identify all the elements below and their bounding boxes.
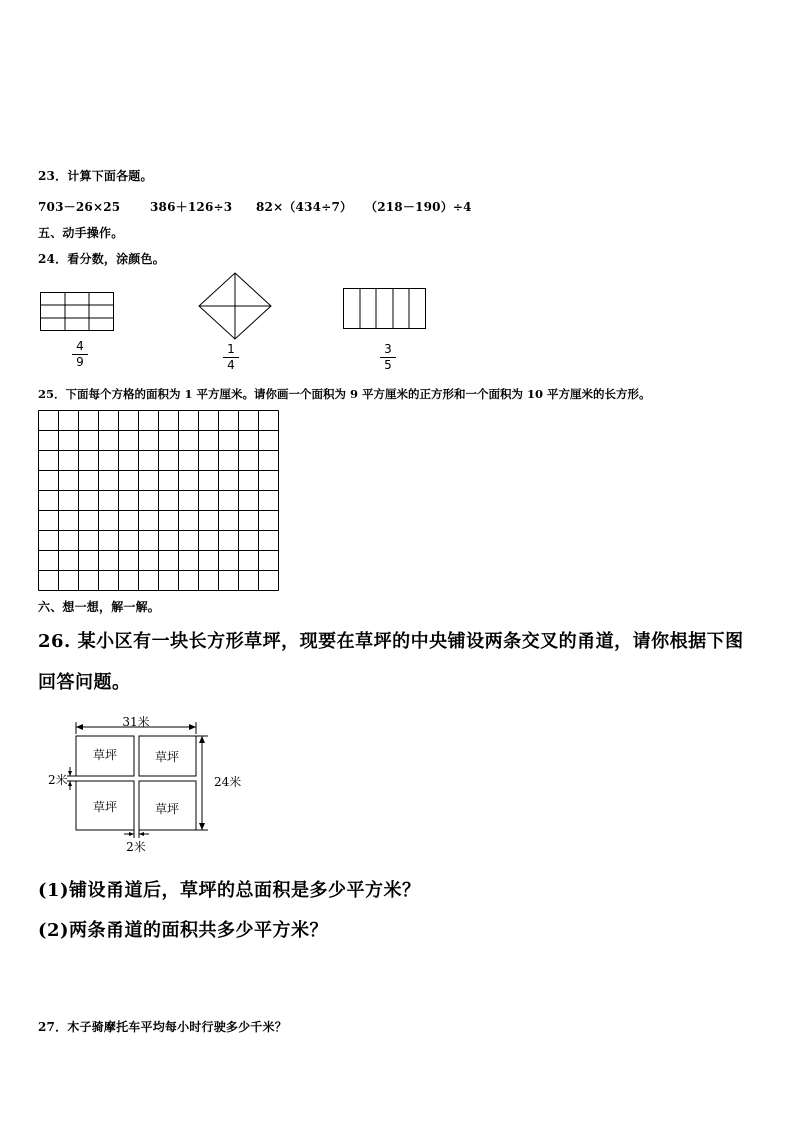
fraction-denominator: 5 — [384, 358, 392, 372]
fraction-denominator: 4 — [227, 358, 235, 372]
square-grid — [38, 410, 282, 593]
width-label: 31米 — [122, 715, 150, 729]
lawn-label: 草坪 — [154, 750, 180, 764]
fraction-denominator: 9 — [76, 355, 84, 369]
road-width-bottom-label: 2米 — [126, 840, 146, 854]
lawn-label: 草坪 — [92, 800, 118, 814]
q24-title: 24．看分数，涂颜色。 — [38, 252, 165, 266]
q27-title: 27．木子骑摩托车平均每小时行驶多少千米？ — [38, 1020, 287, 1034]
q26-line-1: 26. 某小区有一块长方形草坪，现要在草坪的中央铺设两条交叉的甬道，请你根据下图 — [38, 631, 744, 652]
q26-sub-question-2: (2)两条甬道的面积共多少平方米？ — [38, 920, 329, 941]
q25-title: 25．下面每个方格的面积为 1 平方厘米。请你画一个面积为 9 平方厘米的正方形和一个面积为 10 平方厘米的长方形。 — [38, 387, 651, 401]
fraction-1-4 — [221, 343, 241, 372]
fraction-4-9 — [70, 340, 90, 369]
section-6-heading: 六、想一想，解一解。 — [38, 600, 161, 614]
grid-ninths-figure — [40, 292, 115, 332]
fraction-numerator: 1 — [227, 342, 235, 356]
lawn-label: 草坪 — [154, 802, 180, 816]
q26-sub-question-1: (1)铺设甬道后，草坪的总面积是多少平方米？ — [38, 880, 421, 901]
fraction-numerator: 4 — [76, 339, 84, 353]
fraction-numerator: 3 — [384, 342, 392, 356]
q23-title: 23．计算下面各题。 — [38, 169, 153, 183]
height-label: 24米 — [214, 775, 242, 789]
lawn-road-diagram — [40, 712, 250, 857]
q26-line-2: 回答问题。 — [38, 672, 131, 693]
diamond-quarters-figure — [197, 272, 273, 342]
rect-fifths-figure — [343, 288, 427, 330]
q23-item-2: 386＋126÷3 — [150, 200, 233, 214]
lawn-label: 草坪 — [92, 748, 118, 762]
q23-item-3: 82×（434÷7） — [256, 200, 353, 214]
q23-item-1: 703－26×25 — [38, 200, 121, 214]
q23-item-4: （218－190）÷4 — [365, 200, 472, 214]
fraction-3-5 — [378, 343, 398, 372]
section-5-heading: 五、动手操作。 — [38, 226, 124, 240]
road-width-left-label: 2米 — [48, 773, 68, 787]
